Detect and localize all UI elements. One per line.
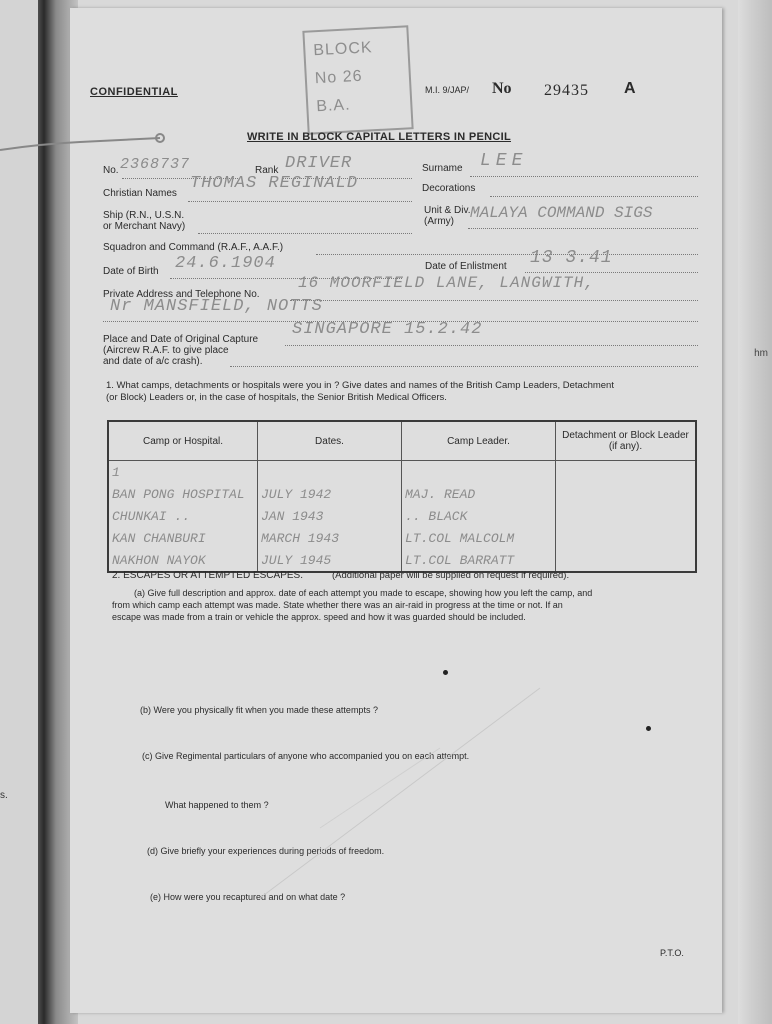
table-row xyxy=(108,461,696,484)
question-2c-text: (c) Give Regimental particulars of anyone who accompanied you on each attempt. xyxy=(142,751,470,761)
faint-fold-lines xyxy=(260,628,560,908)
christian-names-value: THOMAS REGINALD xyxy=(190,174,359,193)
table-cell: BAN PONG HOSPITAL xyxy=(108,483,258,505)
capture-line-2 xyxy=(230,366,698,367)
table-cell xyxy=(556,549,697,572)
table-cell: .. BLACK xyxy=(402,505,556,527)
stamp-line-2: No 26 xyxy=(314,67,363,88)
address-value-2: Nr MANSFIELD, NOTTS xyxy=(110,297,323,316)
please-turn-over: P.T.O. xyxy=(660,948,684,958)
question-2e-text: (e) How were you recaptured and on what date ? xyxy=(150,892,346,902)
decorations-line xyxy=(490,196,698,197)
squadron-label: Squadron and Command (R.A.F., A.A.F.) xyxy=(103,242,284,253)
question-1-text-2: (or Block) Leaders or, in the case of hospitals, the Senior British Medical Officers. xyxy=(106,392,447,403)
rank-value: DRIVER xyxy=(285,154,353,173)
camps-table-header xyxy=(108,421,696,461)
classification-heading: CONFIDENTIAL xyxy=(90,86,178,98)
unit-label-2: (Army) xyxy=(424,216,454,227)
table-cell xyxy=(556,505,697,527)
capture-label-3: and date of a/c crash). xyxy=(103,356,203,367)
table-row xyxy=(108,483,696,505)
question-1-text: 1. What camps, detachments or hospitals were you in ? Give dates and names of the British Camp Leaders, Detachment xyxy=(106,380,614,391)
table-cell: JULY 1942 xyxy=(258,483,402,505)
capture-label-2: (Aircrew R.A.F. to give place xyxy=(103,345,229,356)
column-header: Camp Leader. xyxy=(402,421,556,461)
camps-table xyxy=(107,420,697,573)
unit-label: Unit & Div. xyxy=(424,205,471,216)
rank-label: Rank xyxy=(255,165,279,176)
surname-value: LEE xyxy=(480,151,528,171)
table-cell: LT.COL MALCOLM xyxy=(402,527,556,549)
decorations-label: Decorations xyxy=(422,183,476,194)
column-header: Camp or Hospital. xyxy=(108,421,258,461)
ship-label-2: or Merchant Navy) xyxy=(103,221,186,232)
surname-line xyxy=(470,176,698,177)
capture-line xyxy=(285,345,698,346)
enlistment-line xyxy=(525,272,698,273)
right-page-fragment: hm xyxy=(754,348,768,359)
table-row xyxy=(108,505,696,527)
enlistment-label: Date of Enlistment xyxy=(425,261,507,272)
table-cell: MAJ. READ xyxy=(402,483,556,505)
number-label: No xyxy=(492,80,512,97)
table-cell xyxy=(556,527,697,549)
column-header: Dates. xyxy=(258,421,402,461)
column-header: Detachment or Block Leader (if any). xyxy=(556,421,697,461)
table-cell: JULY 1945 xyxy=(258,549,402,572)
question-2a-text-2: from which camp each attempt was made. State whether there was an air-raid in progress at the time or not. If an xyxy=(112,600,563,610)
address-value-1: 16 MOORFIELD LANE, LANGWITH, xyxy=(298,274,595,292)
question-2-heading: 2. ESCAPES OR ATTEMPTED ESCAPES. xyxy=(112,570,303,581)
left-page-fragment: s. xyxy=(0,790,8,801)
stamp-line-1: BLOCK xyxy=(312,39,374,60)
address-line-1 xyxy=(290,300,698,301)
question-2d-text: (d) Give briefly your experiences during periods of freedom. xyxy=(147,846,385,856)
squadron-line xyxy=(316,254,698,255)
date-of-birth-value: 24.6.1904 xyxy=(175,254,276,273)
form-number: 29435 xyxy=(544,82,589,99)
question-2-note: (Additional paper will be supplied on request if required). xyxy=(332,570,570,581)
stamp-line-3: B.A. xyxy=(315,96,351,116)
table-cell: KAN CHANBURI xyxy=(108,527,258,549)
unit-line xyxy=(468,228,698,229)
question-2a-text-3: escape was made from a train or vehicle the approx. speed and how it was guarded should be included. xyxy=(112,612,526,622)
question-2a-text: (a) Give full description and approx. date of each attempt you made to escape, showing how you left the camp, and xyxy=(134,588,593,598)
address-label: Private Address and Telephone No. xyxy=(103,289,260,300)
form-document xyxy=(70,8,722,1013)
table-cell: CHUNKAI .. xyxy=(108,505,258,527)
christian-names-label: Christian Names xyxy=(103,188,177,199)
table-cell xyxy=(556,483,697,505)
form-reference: M.I. 9/JAP/ xyxy=(425,85,470,95)
ship-line xyxy=(198,233,412,234)
table-cell: NAKHON NAYOK xyxy=(108,549,258,572)
capture-value: SINGAPORE 15.2.42 xyxy=(292,320,483,339)
table-cell: JAN 1943 xyxy=(258,505,402,527)
table-cell: 1 xyxy=(108,461,258,484)
table-row xyxy=(108,549,696,572)
ship-label: Ship (R.N., U.S.N. xyxy=(103,210,185,221)
table-cell xyxy=(258,461,402,484)
date-of-birth-label: Date of Birth xyxy=(103,266,159,277)
form-suffix: A xyxy=(624,80,636,97)
enlistment-value: 13 3.41 xyxy=(530,248,613,268)
capture-label: Place and Date of Original Capture xyxy=(103,334,259,345)
table-cell xyxy=(556,461,697,484)
question-2b-text: (b) Were you physically fit when you made these attempts ? xyxy=(140,705,378,715)
table-cell: MARCH 1943 xyxy=(258,527,402,549)
instruction-heading: WRITE IN BLOCK CAPITAL LETTERS IN PENCIL xyxy=(247,131,511,143)
unit-value: MALAYA COMMAND SIGS xyxy=(470,204,653,222)
table-cell: LT.COL BARRATT xyxy=(402,549,556,572)
table-cell xyxy=(402,461,556,484)
service-number-label: No. xyxy=(103,165,119,176)
table-row xyxy=(108,527,696,549)
question-2c-followup: What happened to them ? xyxy=(165,800,269,810)
block-stamp xyxy=(302,25,413,134)
ink-spot xyxy=(646,726,651,731)
christian-names-line xyxy=(188,201,412,202)
surname-label: Surname xyxy=(422,163,463,174)
service-number-value: 2368737 xyxy=(120,156,191,173)
